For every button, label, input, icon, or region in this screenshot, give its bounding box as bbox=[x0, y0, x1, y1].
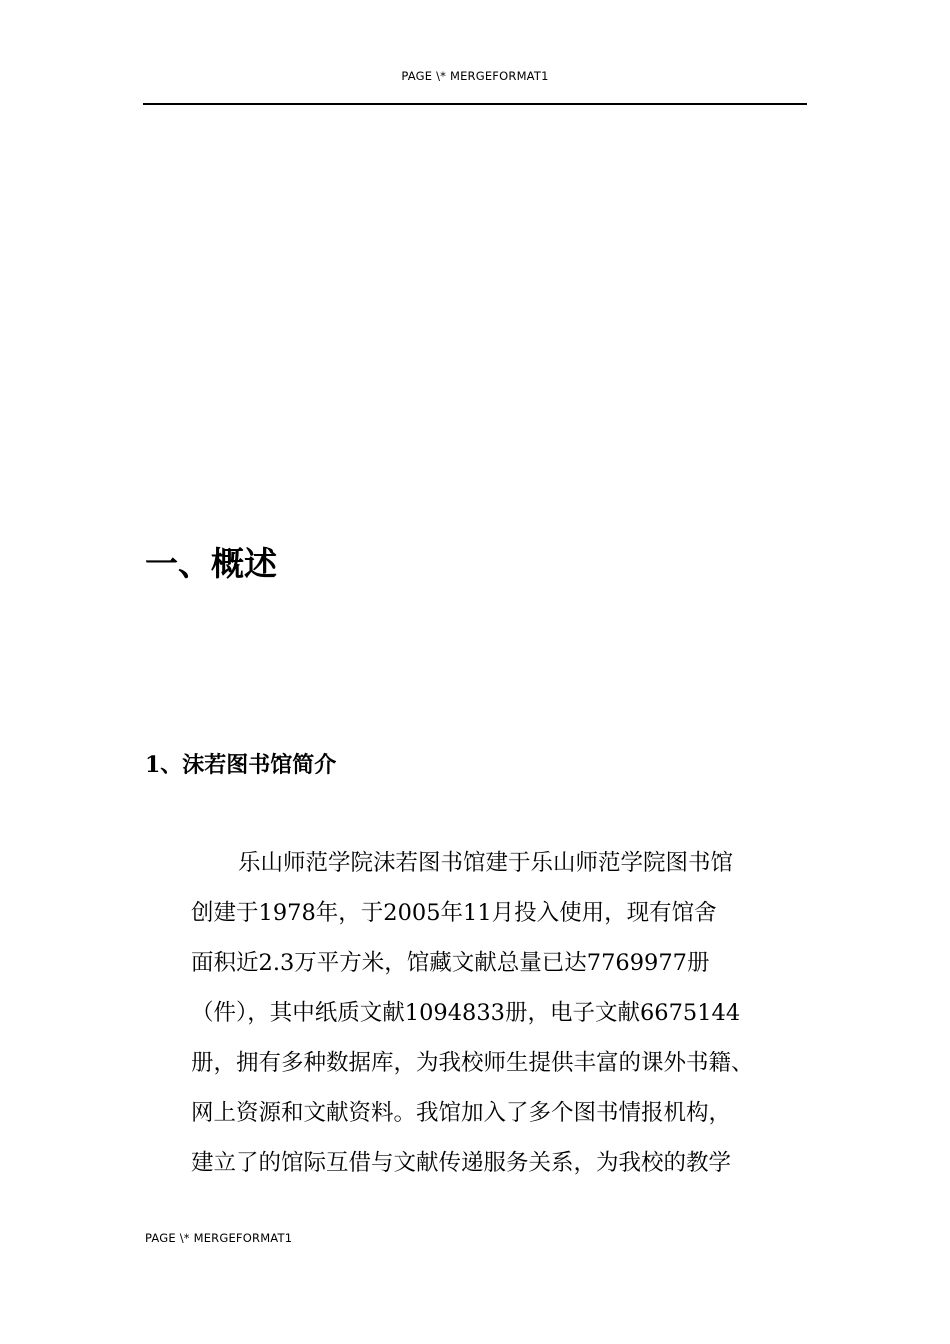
paragraph-line: 乐山师范学院沫若图书馆建于乐山师范学院图书馆 bbox=[238, 850, 734, 876]
page-footer-field: PAGE \* MERGEFORMAT1 bbox=[145, 1231, 293, 1245]
body-paragraph bbox=[191, 838, 831, 1188]
paragraph-line: 网上资源和文献资料。我馆加入了多个图书情报机构， bbox=[191, 1100, 732, 1126]
paragraph-line: 建立了的馆际互借与文献传递服务关系，为我校的教学 bbox=[191, 1150, 732, 1176]
section-heading: 一、概述 bbox=[145, 544, 277, 583]
header-divider bbox=[143, 103, 807, 105]
paragraph-line: 面积近2.3万平方米，馆藏文献总量已达7769977册 bbox=[191, 950, 710, 976]
paragraph-line: 册，拥有多种数据库，为我校师生提供丰富的课外书籍、 bbox=[191, 1050, 754, 1076]
page-header-field: PAGE \* MERGEFORMAT1 bbox=[401, 69, 549, 83]
paragraph-line: 创建于1978年，于2005年11月投入使用，现有馆舍 bbox=[191, 900, 717, 926]
paragraph-line: （件），其中纸质文献1094833册，电子文献6675144 bbox=[191, 1000, 741, 1026]
subsection-heading: 1、沫若图书馆简介 bbox=[145, 752, 337, 778]
